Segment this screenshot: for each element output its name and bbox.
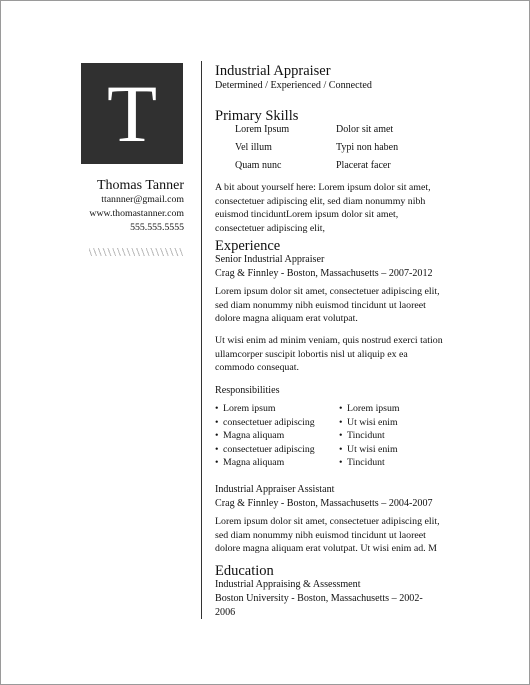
about-paragraph [215,181,515,235]
skills-heading: Primary Skills [215,108,299,124]
list-item: • consectetuer adipiscing [215,416,315,430]
list-item: • Lorem ipsum [215,402,315,416]
responsibilities-list-left [215,402,315,470]
text-line: consectetuer adipiscing elit, sed diam nonummy nibh [215,195,426,207]
school-end-year: 2006 [215,607,236,618]
text-line: Lorem ipsum dolor sit amet, consectetuer adipiscing elit, [215,286,440,297]
job-description [215,334,515,375]
text-line: dolore magna aliquam erat volutpat. [215,313,358,325]
list-item: • Magna aliquam [215,456,315,470]
job-description [215,285,515,326]
experience-heading: Experience [215,238,281,254]
monogram-block: T [81,63,183,164]
skill-item: Vel illum [235,142,272,153]
job-title-heading: Industrial Appraiser [215,63,331,79]
phone-text: 555.555.5555 [130,222,184,233]
text-line: ullamcorper suscipit lobortis nisl ut aliquip ex ea [215,348,408,360]
job-description [215,515,515,556]
text-line: A bit about yourself here: Lorem ipsum dolor sit amet, [215,182,431,193]
vertical-divider [201,61,202,619]
skill-item: Lorem Ipsum [235,124,290,135]
decorative-hatch-divider [89,248,184,256]
list-item: • Tincidunt [339,429,400,443]
list-item: • consectetuer adipiscing [215,443,315,457]
text-line: sed diam nonummy nibh euismod tincidunt ut laoreet [215,529,426,541]
email-text: ttannner@gmail.com [101,194,184,205]
responsibilities-list-right [339,402,400,470]
list-item: • Ut wisi enim [339,443,400,457]
text-line: Ut wisi enim ad minim veniam, quis nostrud exerci tation [215,335,443,346]
text-line: Lorem ipsum dolor sit amet, consectetuer adipiscing elit, [215,516,440,527]
skill-item: Quam nunc [235,160,282,171]
text-line: euismod tinciduntLorem ipsum dolor sit amet, [215,209,399,221]
text-line: consectetuer adipiscing elit, [215,222,325,234]
skill-item: Dolor sit amet [336,124,394,135]
responsibilities-heading: Responsibilities [215,385,280,396]
tagline: Determined / Experienced / Connected [215,80,372,91]
list-item: • Ut wisi enim [339,416,400,430]
school: Boston University - Boston, Massachusetts – 2002- [215,593,423,604]
degree: Industrial Appraising & Assessment [215,579,361,590]
skill-item: Typi non haben [336,142,399,153]
website-text: www.thomastanner.com [89,208,184,219]
text-line: dolore magna aliquam erat volutpat. Ut wisi enim ad. M [215,543,437,555]
skill-item: Placerat facer [336,160,391,171]
list-item: • Magna aliquam [215,429,315,443]
job-title: Senior Industrial Appraiser [215,254,325,265]
job-title: Industrial Appraiser Assistant [215,484,335,495]
job-company-dates: Crag & Finnley - Boston, Massachusetts – 2007-2012 [215,268,433,279]
text-line: commodo consequat. [215,362,299,374]
education-heading: Education [215,563,274,579]
list-item: • Lorem ipsum [339,402,400,416]
candidate-name: Thomas Tanner [96,178,184,193]
text-line: sed diam nonummy nibh euismod tincidunt ut laoreet [215,299,426,311]
list-item: • Tincidunt [339,456,400,470]
job-company-dates: Crag & Finnley - Boston, Massachusetts – 2004-2007 [215,498,433,509]
